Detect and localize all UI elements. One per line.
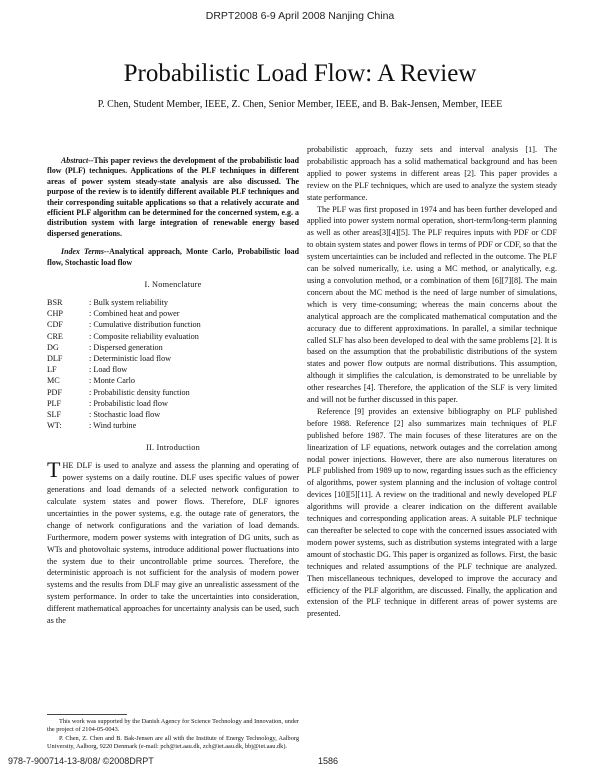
nomenclature-item: CRE : Composite reliability evaluation: [47, 331, 199, 341]
page-number: 1586: [318, 756, 339, 766]
index-terms: [47, 247, 299, 268]
nomenclature-item: LF : Load flow: [47, 365, 128, 375]
nomenclature-item: MC : Monte Carlo: [47, 376, 135, 386]
nomenclature-item: WT: : Wind turbine: [47, 421, 137, 431]
introduction-paragraph: [47, 457, 299, 627]
nomenclature-list: [47, 297, 299, 431]
nomenclature-item: BSR : Bulk system reliability: [47, 297, 168, 307]
nomenclature-item: PLF : Probabilistic load flow: [47, 398, 168, 408]
nomenclature-item: SLF : Stochastic load flow: [47, 410, 161, 419]
drop-cap: T: [47, 457, 61, 483]
body-paragraph: probabilistic approach, fuzzy sets and interval analysis [1]. The probabilistic approach has a solid mathematical background and has been applied to power systems in different areas [2]. This paper provides a review on the PLF techniques, which are used to analyze the system steady state performance.: [307, 145, 557, 202]
index-terms-label: Index Terms: [61, 247, 104, 257]
abstract-text: --This paper reviews the development of the probabilistic load flow (PLF) techniques. Applications of the PLF techniques in different areas of power system steady-state analysis are also discussed. The purpose of the review is to identify different available PLF techniques and their corresponding suitable applications so that a relatively accurate and efficient PLF algorithm can be determined for the concerned system, e.g. a distribution system with large integration of renewable energy based dispersed generations.: [47, 156, 299, 238]
abstract-label: Abstract: [61, 156, 89, 165]
footnote-funding: This work was supported by the Danish Agency for Science Technology and Innovation, under the project of 2104-05-0043.: [47, 718, 299, 734]
author-line: P. Chen, Student Member, IEEE, Z. Chen, Senior Member, IEEE, and B. Bak-Jensen, Member, IEEE: [97, 99, 503, 110]
paper-title: Probabilistic Load Flow: A Review: [123, 60, 477, 87]
index-terms-text: --Analytical approach, Monte Carlo, Probabilistic load flow, Stochastic load flow: [47, 247, 300, 267]
introduction-text: HE DLF is used to analyze and assess the planning and operating of power systems on a daily routine. DLF uses specific values of power generations and load demands of a selected network configuration to calculate system states and power flows. Therefore, DLF ignores uncertainties in the power systems, e.g. the outage rate of generators, the change of network configurations and the variation of load demands. Furthermore, modern power systems with integration of DG units, such as WTs and photovoltaic systems, introduce additional power fluctuations into the system due to their uncontrollable prime sources. Therefore, the deterministic approach is not sufficient for the analysis of modern power systems and the results from DLF may give an unrealistic assessment of the system performance. In order to take the uncertainties into consideration, different mathematical approaches for uncertainty analysis can be used, such as the: [47, 461, 299, 626]
footnote-divider: [47, 714, 127, 715]
introduction-heading: II. Introduction: [146, 443, 200, 453]
nomenclature-item: CDF : Cumulative distribution function: [47, 320, 201, 330]
conference-header: DRPT2008 6-9 April 2008 Nanjing China: [205, 10, 395, 22]
left-column: [47, 156, 299, 627]
abstract: [47, 156, 299, 239]
nomenclature-item: PDF : Probabilistic density function: [47, 387, 190, 397]
right-column: [307, 144, 557, 620]
body-paragraph: The PLF was first proposed in 1974 and has been further developed and applied into power system normal operation, short-term/long-term planning as well as other areas[3][4][5]. The PLF requires inputs with PDF or CDF to obtain system states and power flows in terms of PDF or CDF, so that the system uncertainties can be included and reflected in the outcome. The PLF can be solved numerically, i.e. using a MC method, or analytically, e.g. using a convolution method, or a combination of them [6][7][8]. The main concern about the MC method is the need of large number of simulations, which is very time-consuming; whereas the main concerns about the analytical approach are the complicated mathematical computation and the accuracy due to different approximations. In parallel, a similar technique called SLF has also been developed to deal with the same problems [2]. It is based on the assumption that the probabilistic distributions of the system states and power flow outputs are normal distributions. This assumption, although it simplifies the calculation, is demonstrated to be unreliable by other researches [4]. Therefore, the application of the SLF is very limited and will not be further discussed in this paper.: [307, 204, 557, 405]
nomenclature-item: CHP : Combined heat and power: [47, 309, 180, 319]
footnote: [47, 718, 299, 752]
footnote-affiliation: P. Chen, Z. Chen and B. Bak-Jensen are all with the Institute of Energy Technology, Aalborg University, Aalborg, 9220 Denmark (e-mail: pch@iet.aau.dk, zch@iet.aau.dk, bbj@iet.aau.dk).: [47, 734, 299, 751]
body-paragraph: Reference [9] provides an extensive bibliography on PLF published before 1988. Reference [2] also summarizes main techniques of PLF published before 1987. The main focuses of these literatures are on the linearization of LF equations, network outages and the correlation among nodal power injections. However, there are also numerous literatures on PLF published from 1989 up to now, regarding issues such as the efficiency of algorithms, power system planning and the inclusion of voltage control devices [10][5][11]. A review on the traditional and newly developed PLF algorithms will provide a clearer indication on the different available techniques and corresponding application areas. A suitable PLF technique can thereafter be selected to cope with the concerned issues associated with modern power systems, such as distribution systems integrated with a large amount of stochastic DG. This paper is organized as follows. First, the basic techniques and related assumptions of the PLF technique are analyzed. Then miscellaneous techniques, developed to improve the accuracy and efficiency of the PLF algorithm, are discussed. Finally, the application and extension of the PLF technique in different areas of power systems are presented.: [307, 406, 557, 619]
nomenclature-item: DG : Dispersed generation: [47, 342, 163, 352]
footer-isbn: 978-7-900714-13-8/08/ ©2008DRPT: [8, 756, 154, 766]
nomenclature-heading: I. Nomenclature: [144, 280, 202, 290]
nomenclature-item: DLF : Deterministic load flow: [47, 353, 172, 363]
